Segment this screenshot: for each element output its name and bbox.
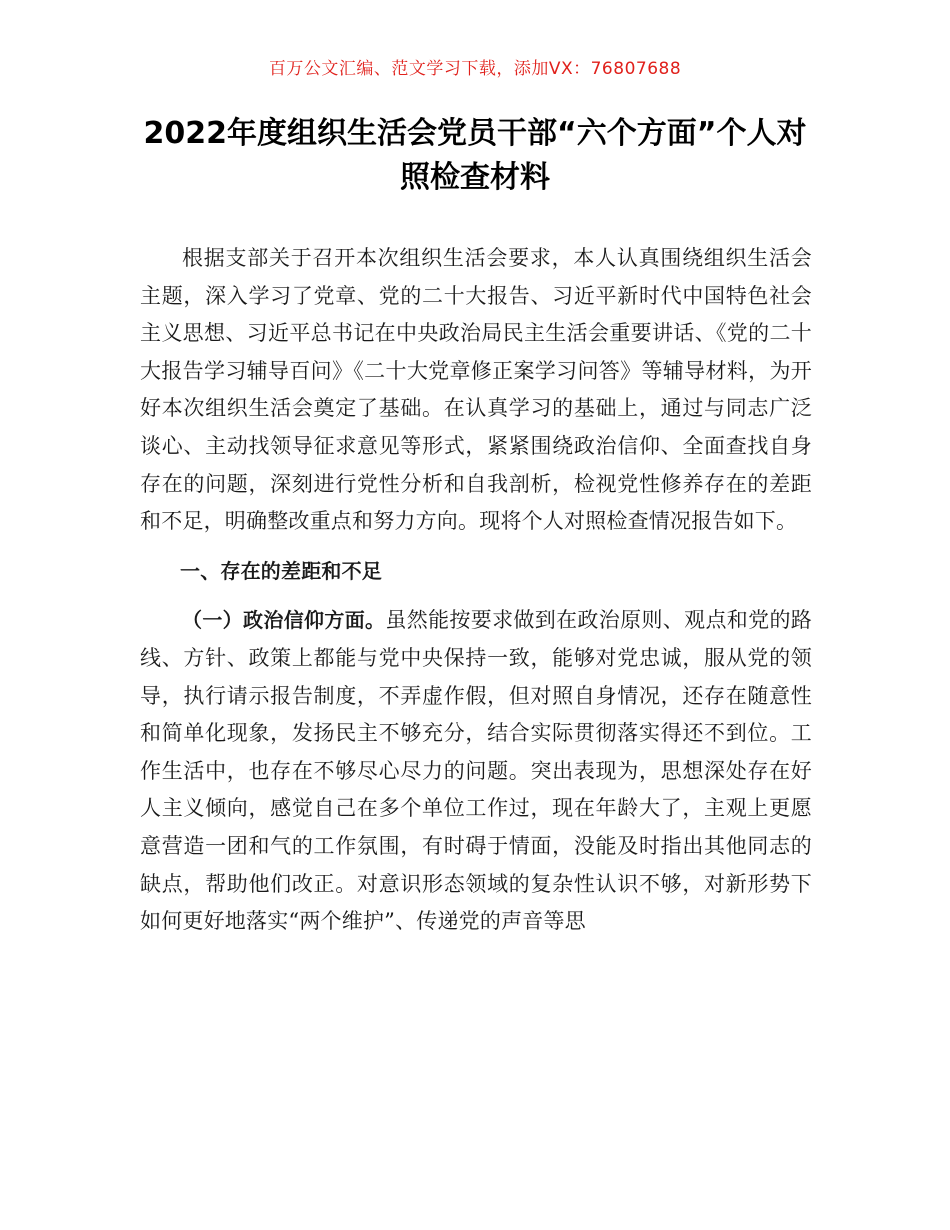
subsection-paragraph <box>140 602 812 940</box>
subsection-text: 虽然能按要求做到在政治原则、观点和党的路线、方针、政策上都能与党中央保持一致，能够对党忠诚，服从党的领导，执行请示报告制度，不弄虚作假，但对照自身情况，还存在随意性和简单化现象，发扬民主不够充分，结合实际贯彻落实得还不到位。工作生活中，也存在不够尽心尽力的问题。突出表现为，思想深处存在好人主义倾向，感觉自己在多个单位工作过，现在年龄大了，主观上更愿意营造一团和气的工作氛围，有时碍于情面，没能及时指出其他同志的缺点，帮助他们改正。对意识形态领域的复杂性认识不够，对新形势下如何更好地落实“两个维护”、传递党的声音等思 <box>140 608 813 934</box>
watermark-text: 百万公文汇编、范文学习下载，添加VX：76807688 <box>268 59 682 79</box>
document-body <box>140 240 812 941</box>
section-heading: 一、存在的差距和不足 <box>180 558 382 583</box>
document-title: 2022年度组织生活会党员干部“六个方面”个人对照检查材料 <box>143 116 807 195</box>
intro-paragraph: 根据支部关于召开本次组织生活会要求，本人认真围绕组织生活会主题，深入学习了党章、党的二十大报告、习近平新时代中国特色社会主义思想、习近平总书记在中央政治局民主生活会重要讲话、《党的二十大报告学习辅导百问》《二十大党章修正案学习问答》等辅导材料，为开好本次组织生活会奠定了基础。在认真学习的基础上，通过与同志广泛谈心、主动找领导征求意见等形式，紧紧围绕政治信仰、全面查找自身存在的问题，深刻进行党性分析和自我剖析，检视党性修养存在的差距和不足，明确整改重点和努力方向。现将个人对照检查情况报告如下。 <box>140 246 812 534</box>
subsection-lead: （一）政治信仰方面。 <box>182 608 386 633</box>
